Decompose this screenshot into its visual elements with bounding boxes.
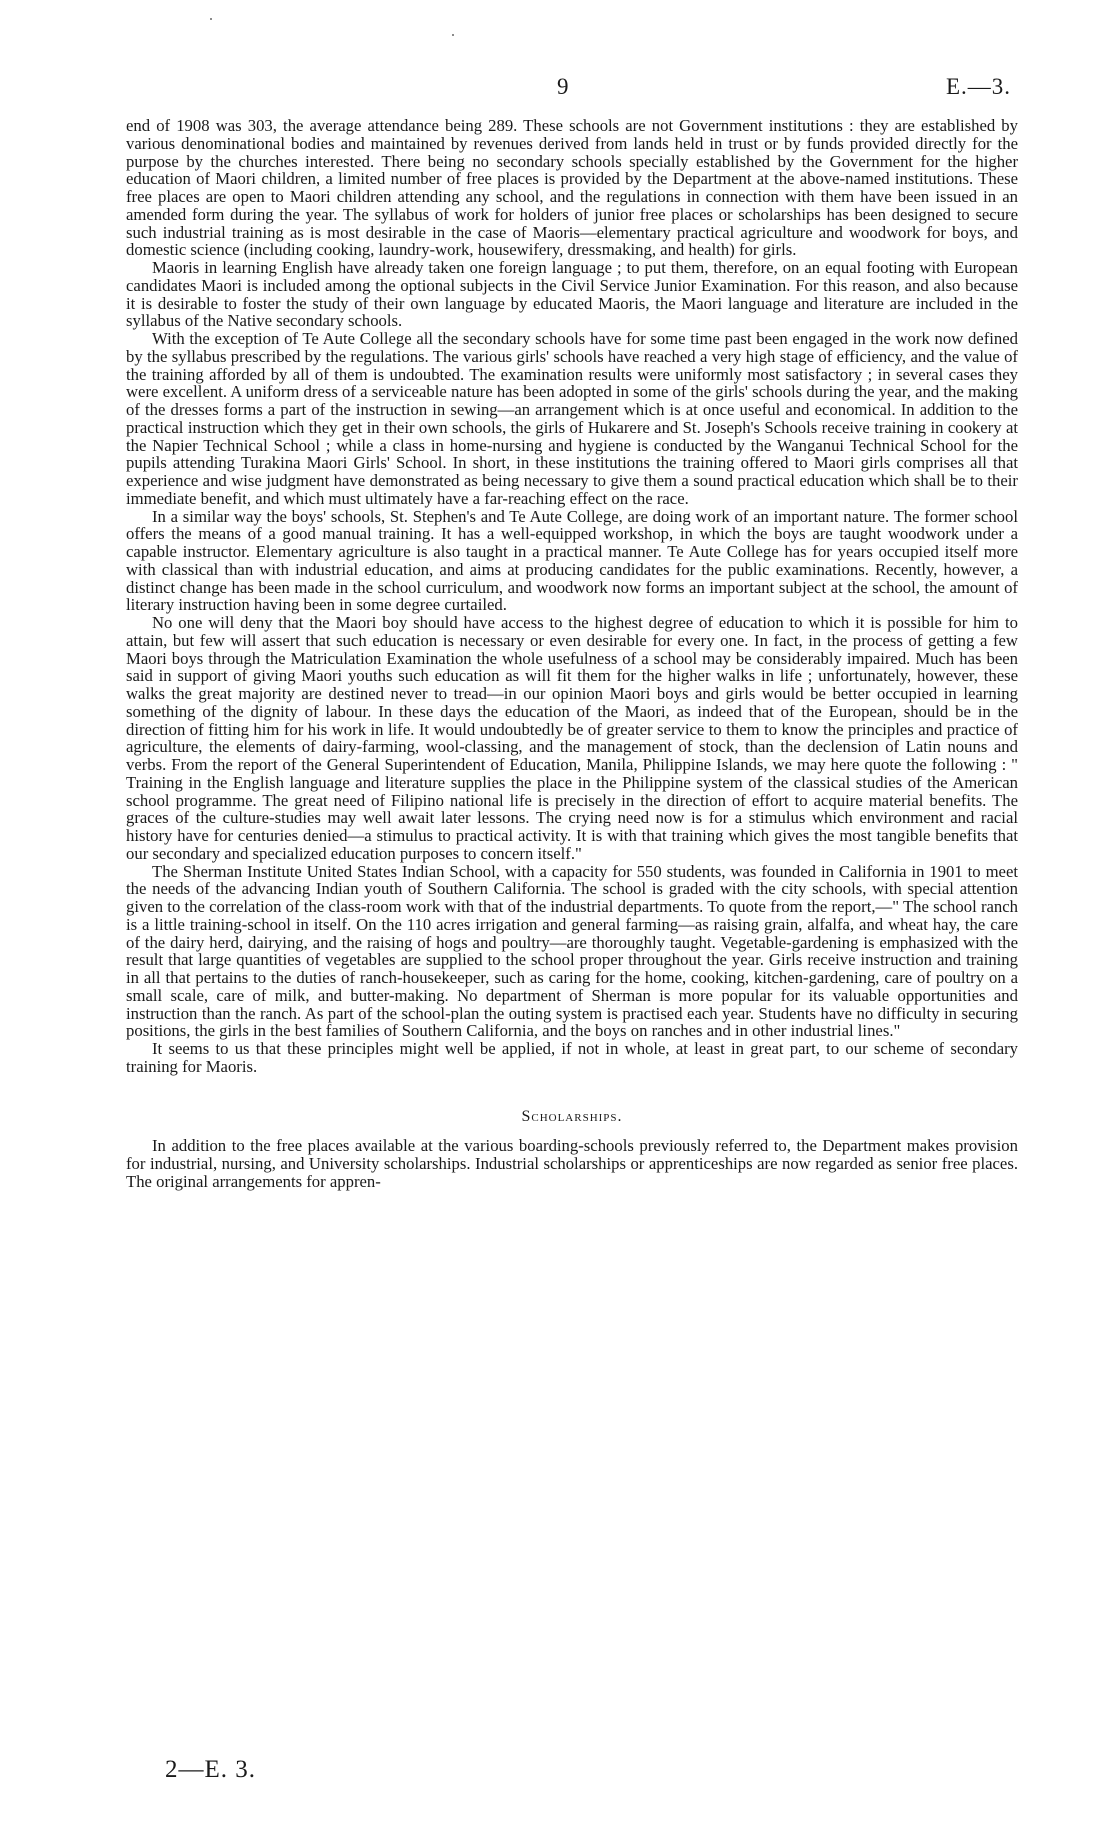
paragraph: In addition to the free places available at the various boarding-schools previously referred to, the Department makes provision for industrial, nursing, and University scholarships. Industrial scholarships or apprenticeships are now regarded as senior free places. The original arrangements for appren- — [126, 1136, 1018, 1191]
paragraph: In a similar way the boys' schools, St. Stephen's and Te Aute College, are doing work of an important nature. The former school offers the means of a good manual training. It has a well-equipped workshop, in which the boys are taught woodwork under a capable instructor. Elementary agriculture is also taught in a practical manner. Te Aute College has for years occupied itself more with classical than with industrial education, and aims at producing candidates for the public examinations. Recently, however, a distinct change has been made in the school curriculum, and woodwork now forms an important subject at the school, the amount of literary instruction having been in some degree curtailed. — [126, 506, 1018, 615]
signature-mark: 2—E. 3. — [165, 1756, 257, 1783]
section-heading-scholarships: Scholarships. — [521, 1107, 623, 1125]
paragraph: Maoris in learning English have already taken one foreign language ; to put them, therefore, on an equal footing with European candidates Maori is included among the optional subjects in the Civil Service Junior Examination. For this reason, and also because it is desirable to foster the study of their own language by educated Maoris, the Maori language and literature are included in the syllabus of the Native secondary schools. — [126, 258, 1018, 331]
paragraph: It seems to us that these principles might well be applied, if not in whole, at least in great part, to our scheme of secondary training for Maoris. — [126, 1039, 1018, 1076]
paragraph: The Sherman Institute United States Indian School, with a capacity for 550 students, was founded in California in 1901 to meet the needs of the advancing Indian youth of Southern California. The school is graded with the city schools, with special attention given to the correlation of the class-room work with that of the industrial departments. To quote from the report,—" The school ranch is a little training-school in itself. On the 110 acres irrigation and general farming—as raising grain, alfalfa, and wheat hay, the care of the dairy herd, dairying, and the raising of hogs and poultry—are thoroughly taught. Vegetable-gardening is emphasized with the result that large quantities of vegetables are supplied to the school proper throughout the year. Girls receive instruction and training in all that pertains to the duties of ranch-housekeeper, such as caring for the home, cooking, kitchen-gardening, care of poultry on a small scale, care of milk, and butter-making. No department of Sherman is more popular for its valuable opportunities and instruction than the ranch. As part of the school-plan the outing system is practised each year. Students have no difficulty in securing positions, the girls in the best families of Southern California, and the boys on ranches and in other industrial lines." — [126, 861, 1018, 1041]
scan-speck — [452, 34, 454, 36]
paragraph: With the exception of Te Aute College all the secondary schools have for some time past been engaged in the work now defined by the syllabus prescribed by the regulations. The various girls' schools have reached a very high stage of efficiency, and the value of the training afforded by all of them is undoubted. The examination results were uniformly most satisfactory ; in several cases they were excellent. A uniform dress of a serviceable nature has been adopted in some of the girls' schools during the year, and the making of the dresses forms a part of the instruction in sewing—an arrangement which is at once useful and economical. In addition to the practical instruction which they get in their own schools, the girls of Hukarere and St. Joseph's Schools receive training in cookery at the Napier Technical School ; while a class in home-nursing and hygiene is conducted by the Wanganui Technical School for the pupils attending Turakina Maori Girls' School. In short, in these institutions the training offered to Maori girls comprises all that experience and wise judgment have demonstrated as being necessary to give them a sound practical education which shall be to their immediate benefit, and which must ultimately have a far-reaching effect on the race. — [126, 329, 1018, 508]
document-code: E.—3. — [946, 74, 1012, 99]
page-header — [0, 74, 1114, 104]
page-number: 9 — [557, 74, 570, 99]
scan-speck — [210, 18, 212, 20]
paragraph-continuation: end of 1908 was 303, the average attendance being 289. These schools are not Government institutions : they are established by various denominational bodies and maintained by revenues derived from lands held in trust or by funds provided directly for the purpose by the churches interested. There being no secondary schools specially established by the Government for the higher education of Maori children, a limited number of free places is provided by the Department at the above-named institutions. These free places are open to Maori children attending any school, and the regulations in connection with them have been issued in an amended form during the year. The syllabus of work for holders of junior free places or scholarships has been designed to secure such industrial training as is most desirable in the case of Maoris—elementary practical agriculture and woodwork for boys, and domestic science (including cooking, laundry-work, housewifery, dressmaking, and health) for girls. — [126, 116, 1018, 260]
body-text — [126, 117, 1018, 1191]
paragraph: No one will deny that the Maori boy should have access to the highest degree of education to which it is possible for him to attain, but few will assert that such education is necessary or even desirable for every one. In fact, in the process of getting a few Maori boys through the Matriculation Examination the whole usefulness of a school may be considerably impaired. Much has been said in support of giving Maori youths such education as will fit them for the higher walks in life ; unfortunately, however, these walks the great majority are destined never to tread—in our opinion Maori boys and girls would be better occupied in learning something of the dignity of labour. In these days the education of the Maori, as indeed that of the European, should be in the direction of fitting him for his work in life. It would undoubtedly be of greater service to them to know the principles and practice of agriculture, the elements of dairy-farming, wool-classing, and the management of stock, than the declension of Latin nouns and verbs. From the report of the General Superintendent of Education, Manila, Philippine Islands, we may here quote the following : " Training in the English language and literature supplies the place in the Philippine system of the classical studies of the American school programme. The great need of Filipino national life is precisely in the direction of effort to acquire material benefits. The graces of the culture-studies may well await later lessons. The crying need now is for a stimulus which environment and racial history have for centuries denied—a stimulus to practical activity. It is with that training which gives the most tangible benefits that our secondary and specialized education purposes to concern itself." — [126, 613, 1018, 863]
